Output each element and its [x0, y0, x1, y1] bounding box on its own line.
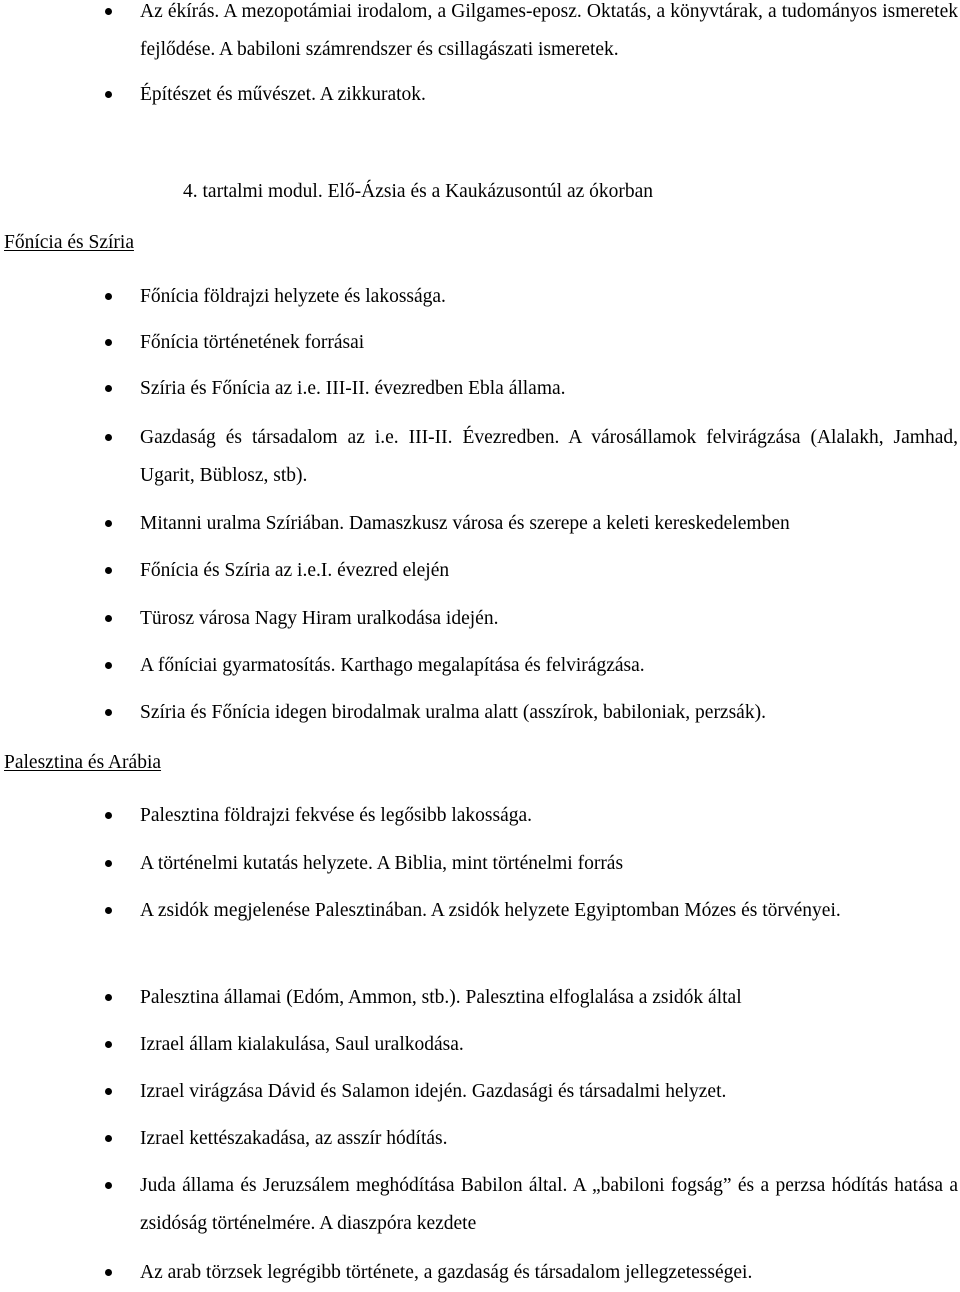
section-heading-palestine: Palesztina és Arábia: [4, 752, 162, 773]
list-item: Gazdaság és társadalom az i.e. III-II. Évezredben. A városállamok felvirágzása (Alalakh, Jamhad, Ugarit, Büblosz, stb).: [140, 419, 958, 495]
list-item: A történelmi kutatás helyzete. A Biblia, mint történelmi forrás: [140, 845, 958, 883]
list-item: Főnícia történetének forrásai: [140, 324, 958, 362]
list-item: A főníciai gyarmatosítás. Karthago megalapítása és felvirágzása.: [140, 647, 958, 685]
list-item: Az arab törzsek legrégibb története, a gazdaság és társadalom jellegzetességei.: [140, 1254, 958, 1292]
list-item: Juda állama és Jeruzsálem meghódítása Babilon által. A „babiloni fogság” és a perzsa hódítás hatása a zsidóság történelmére. A diaszpóra kezdete: [140, 1167, 958, 1243]
list-item: Szíria és Főnícia idegen birodalmak uralma alatt (asszírok, babiloniak, perzsák).: [140, 694, 958, 732]
list-item: A zsidók megjelenése Palesztinában. A zsidók helyzete Egyiptomban Mózes és törvényei.: [140, 892, 958, 930]
list-item: Izrael virágzása Dávid és Salamon idején. Gazdasági és társadalmi helyzet.: [140, 1073, 958, 1111]
list-item: Az ékírás. A mezopotámiai irodalom, a Gilgames-eposz. Oktatás, a könyvtárak, a tudományos ismeretek fejlődése. A babiloni számrendszer és csillagászati ismeretek.: [140, 0, 958, 69]
list-item: Szíria és Főnícia az i.e. III-II. évezredben Ebla állama.: [140, 370, 958, 408]
list-item: Türosz városa Nagy Hiram uralkodása idején.: [140, 600, 958, 638]
list-item: Izrael kettészakadása, az asszír hódítás.: [140, 1120, 958, 1158]
list-item: Főnícia földrajzi helyzete és lakossága.: [140, 278, 958, 316]
section-heading-phoenicia: Főnícia és Szíria: [4, 232, 134, 253]
list-item: Építészet és művészet. A zikkuratok.: [140, 76, 958, 114]
list-item: Izrael állam kialakulása, Saul uralkodása.: [140, 1026, 958, 1064]
list-item: Palesztina államai (Edóm, Ammon, stb.). Palesztina elfoglalása a zsidók által: [140, 979, 958, 1017]
list-item: Mitanni uralma Szíriában. Damaszkusz városa és szerepe a keleti kereskedelemben: [140, 505, 958, 543]
module-title: 4. tartalmi modul. Elő-Ázsia és a Kaukázusontúl az ókorban: [183, 181, 654, 202]
list-item: Főnícia és Szíria az i.e.I. évezred elején: [140, 552, 958, 590]
list-item: Palesztina földrajzi fekvése és legősibb lakossága.: [140, 797, 958, 835]
